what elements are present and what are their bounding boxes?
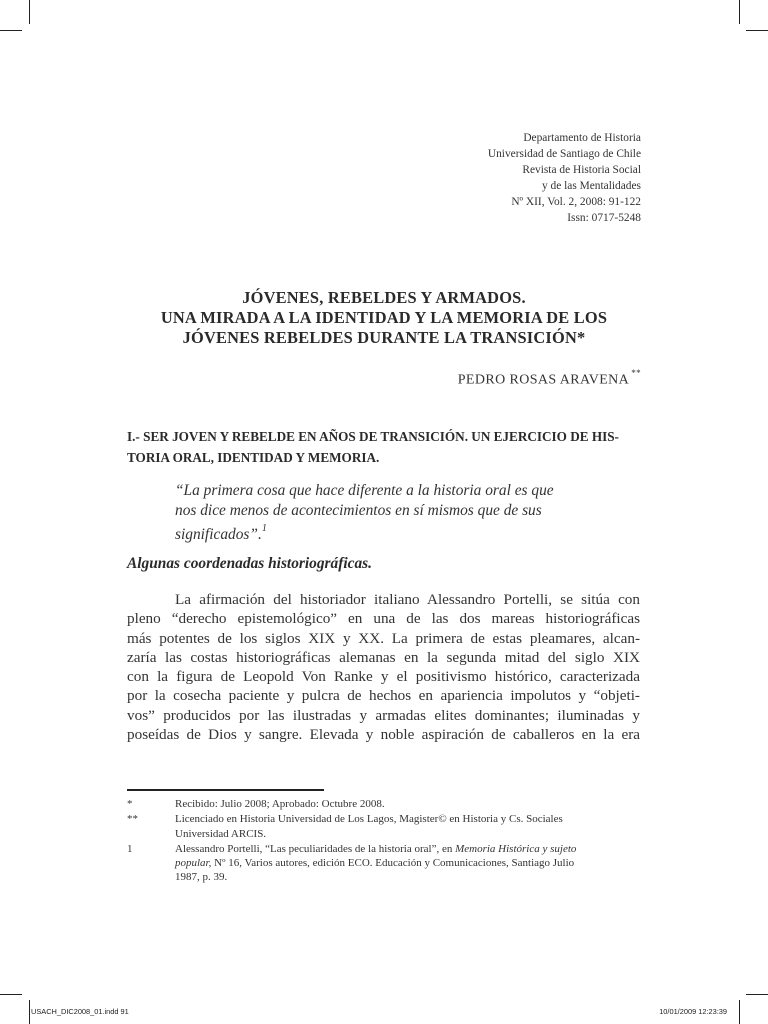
footnote-text bbox=[175, 842, 642, 885]
section-heading-line: TORIA ORAL, IDENTIDAD Y MEMORIA. bbox=[127, 450, 380, 465]
body-line: más potentes de los siglos XIX y XX. La primera de estas pleamares, alcan- bbox=[127, 629, 640, 647]
footnote-item bbox=[127, 797, 642, 811]
section-heading bbox=[127, 426, 647, 468]
section-heading-line: I.- SER JOVEN Y REBELDE EN AÑOS DE TRANSICIÓN. UN EJERCICIO DE HIS- bbox=[127, 429, 619, 444]
body-line: poseídas de Dios y sangre. Elevada y noble aspiración de caballeros en la era bbox=[127, 726, 640, 744]
crop-mark bbox=[746, 994, 768, 995]
crop-mark bbox=[739, 0, 740, 24]
footnote-line bbox=[175, 842, 642, 856]
title-line: UNA MIRADA A LA IDENTIDAD Y LA MEMORIA DE LOS bbox=[160, 308, 608, 327]
body-line: zaría las costas historiográficas alemanas en la segunda mitad del siglo XIX bbox=[127, 648, 640, 666]
footnote-mark: 1 bbox=[127, 842, 133, 855]
body-line: vos” producidos por las ilustradas y armadas elites dominantes; iluminadas y bbox=[127, 706, 640, 724]
header-line: Nº XII, Vol. 2, 2008: 91-122 bbox=[511, 196, 641, 208]
footnote-divider bbox=[127, 789, 324, 791]
print-slug-date: 10/01/2009 12:23:39 bbox=[659, 1007, 727, 1016]
journal-header bbox=[488, 130, 641, 226]
footnote-italic: popular, bbox=[175, 857, 212, 870]
author-name bbox=[458, 370, 641, 389]
header-line: y de las Mentalidades bbox=[541, 180, 641, 192]
footnote-item bbox=[127, 812, 642, 841]
footnote-line bbox=[175, 856, 642, 870]
crop-mark bbox=[29, 1000, 30, 1024]
footnotes bbox=[127, 797, 642, 886]
footnote-line: 1987, p. 39. bbox=[175, 871, 228, 884]
footnote-segment: Nº 16, Varios autores, edición ECO. Educación y Comunicaciones, Santiago Julio bbox=[211, 857, 575, 870]
epigraph-line: “La primera cosa que hace diferente a la historia oral es que bbox=[175, 482, 554, 499]
epigraph-quote bbox=[175, 481, 605, 545]
title-line: JÓVENES REBELDES DURANTE LA TRANSICIÓN* bbox=[182, 328, 586, 347]
header-line: Revista de Historia Social bbox=[522, 164, 641, 176]
body-line: por la cosecha paciente y pulcra de hechos en apariencia impolutos y “objeti- bbox=[127, 687, 640, 705]
footnote-mark: * bbox=[127, 798, 133, 810]
footnote-line: Universidad ARCIS. bbox=[175, 827, 267, 840]
header-line: Issn: 0717-5248 bbox=[567, 212, 641, 224]
epigraph-line-last bbox=[175, 521, 605, 545]
subheading: Algunas coordenadas historiográficas. bbox=[127, 555, 373, 572]
crop-mark bbox=[739, 1000, 740, 1024]
author-footnote-mark: ** bbox=[631, 368, 641, 378]
epigraph-last-text: significados”. bbox=[175, 526, 262, 544]
footnote-item bbox=[127, 842, 642, 885]
header-line: Universidad de Santiago de Chile bbox=[487, 148, 641, 160]
header-line: Departamento de Historia bbox=[523, 132, 641, 144]
author-text: PEDRO ROSAS ARAVENA bbox=[457, 372, 630, 388]
footnote-segment: Alessandro Portelli, “Las peculiaridades de la historia oral”, en bbox=[175, 842, 456, 855]
body-line: pleno “derecho epistemológico” en una de las dos mareas historiográficas bbox=[127, 610, 640, 628]
print-slug-file: USACH_DIC2008_01.indd 91 bbox=[31, 1007, 129, 1016]
body-line: La afirmación del historiador italiano Alessandro Portelli, se sitúa con bbox=[175, 591, 640, 608]
footnote-text bbox=[175, 812, 642, 841]
epigraph-line: nos dice menos de acontecimientos en sí mismos que de sus bbox=[175, 502, 542, 519]
crop-mark bbox=[29, 0, 30, 24]
title-line: JÓVENES, REBELDES Y ARMADOS. bbox=[242, 288, 526, 307]
body-line: con la figura de Leopold Von Ranke y el positivismo histórico, caracterizada bbox=[127, 668, 640, 686]
footnote-italic: Memoria Histórica y sujeto bbox=[455, 842, 577, 855]
epigraph-note-ref: 1 bbox=[261, 523, 267, 534]
footnote-text bbox=[175, 797, 642, 811]
footnote-line: Licenciado en Historia Universidad de Los Lagos, Magister© en Historia y Cs. Sociales bbox=[175, 813, 563, 826]
crop-mark bbox=[0, 994, 22, 995]
article-title bbox=[0, 288, 768, 348]
footnote-line: Recibido: Julio 2008; Aprobado: Octubre 2008. bbox=[175, 798, 385, 810]
body-paragraph bbox=[127, 590, 640, 744]
footnote-mark: ** bbox=[127, 813, 138, 826]
crop-mark bbox=[746, 30, 768, 31]
crop-mark bbox=[0, 30, 22, 31]
